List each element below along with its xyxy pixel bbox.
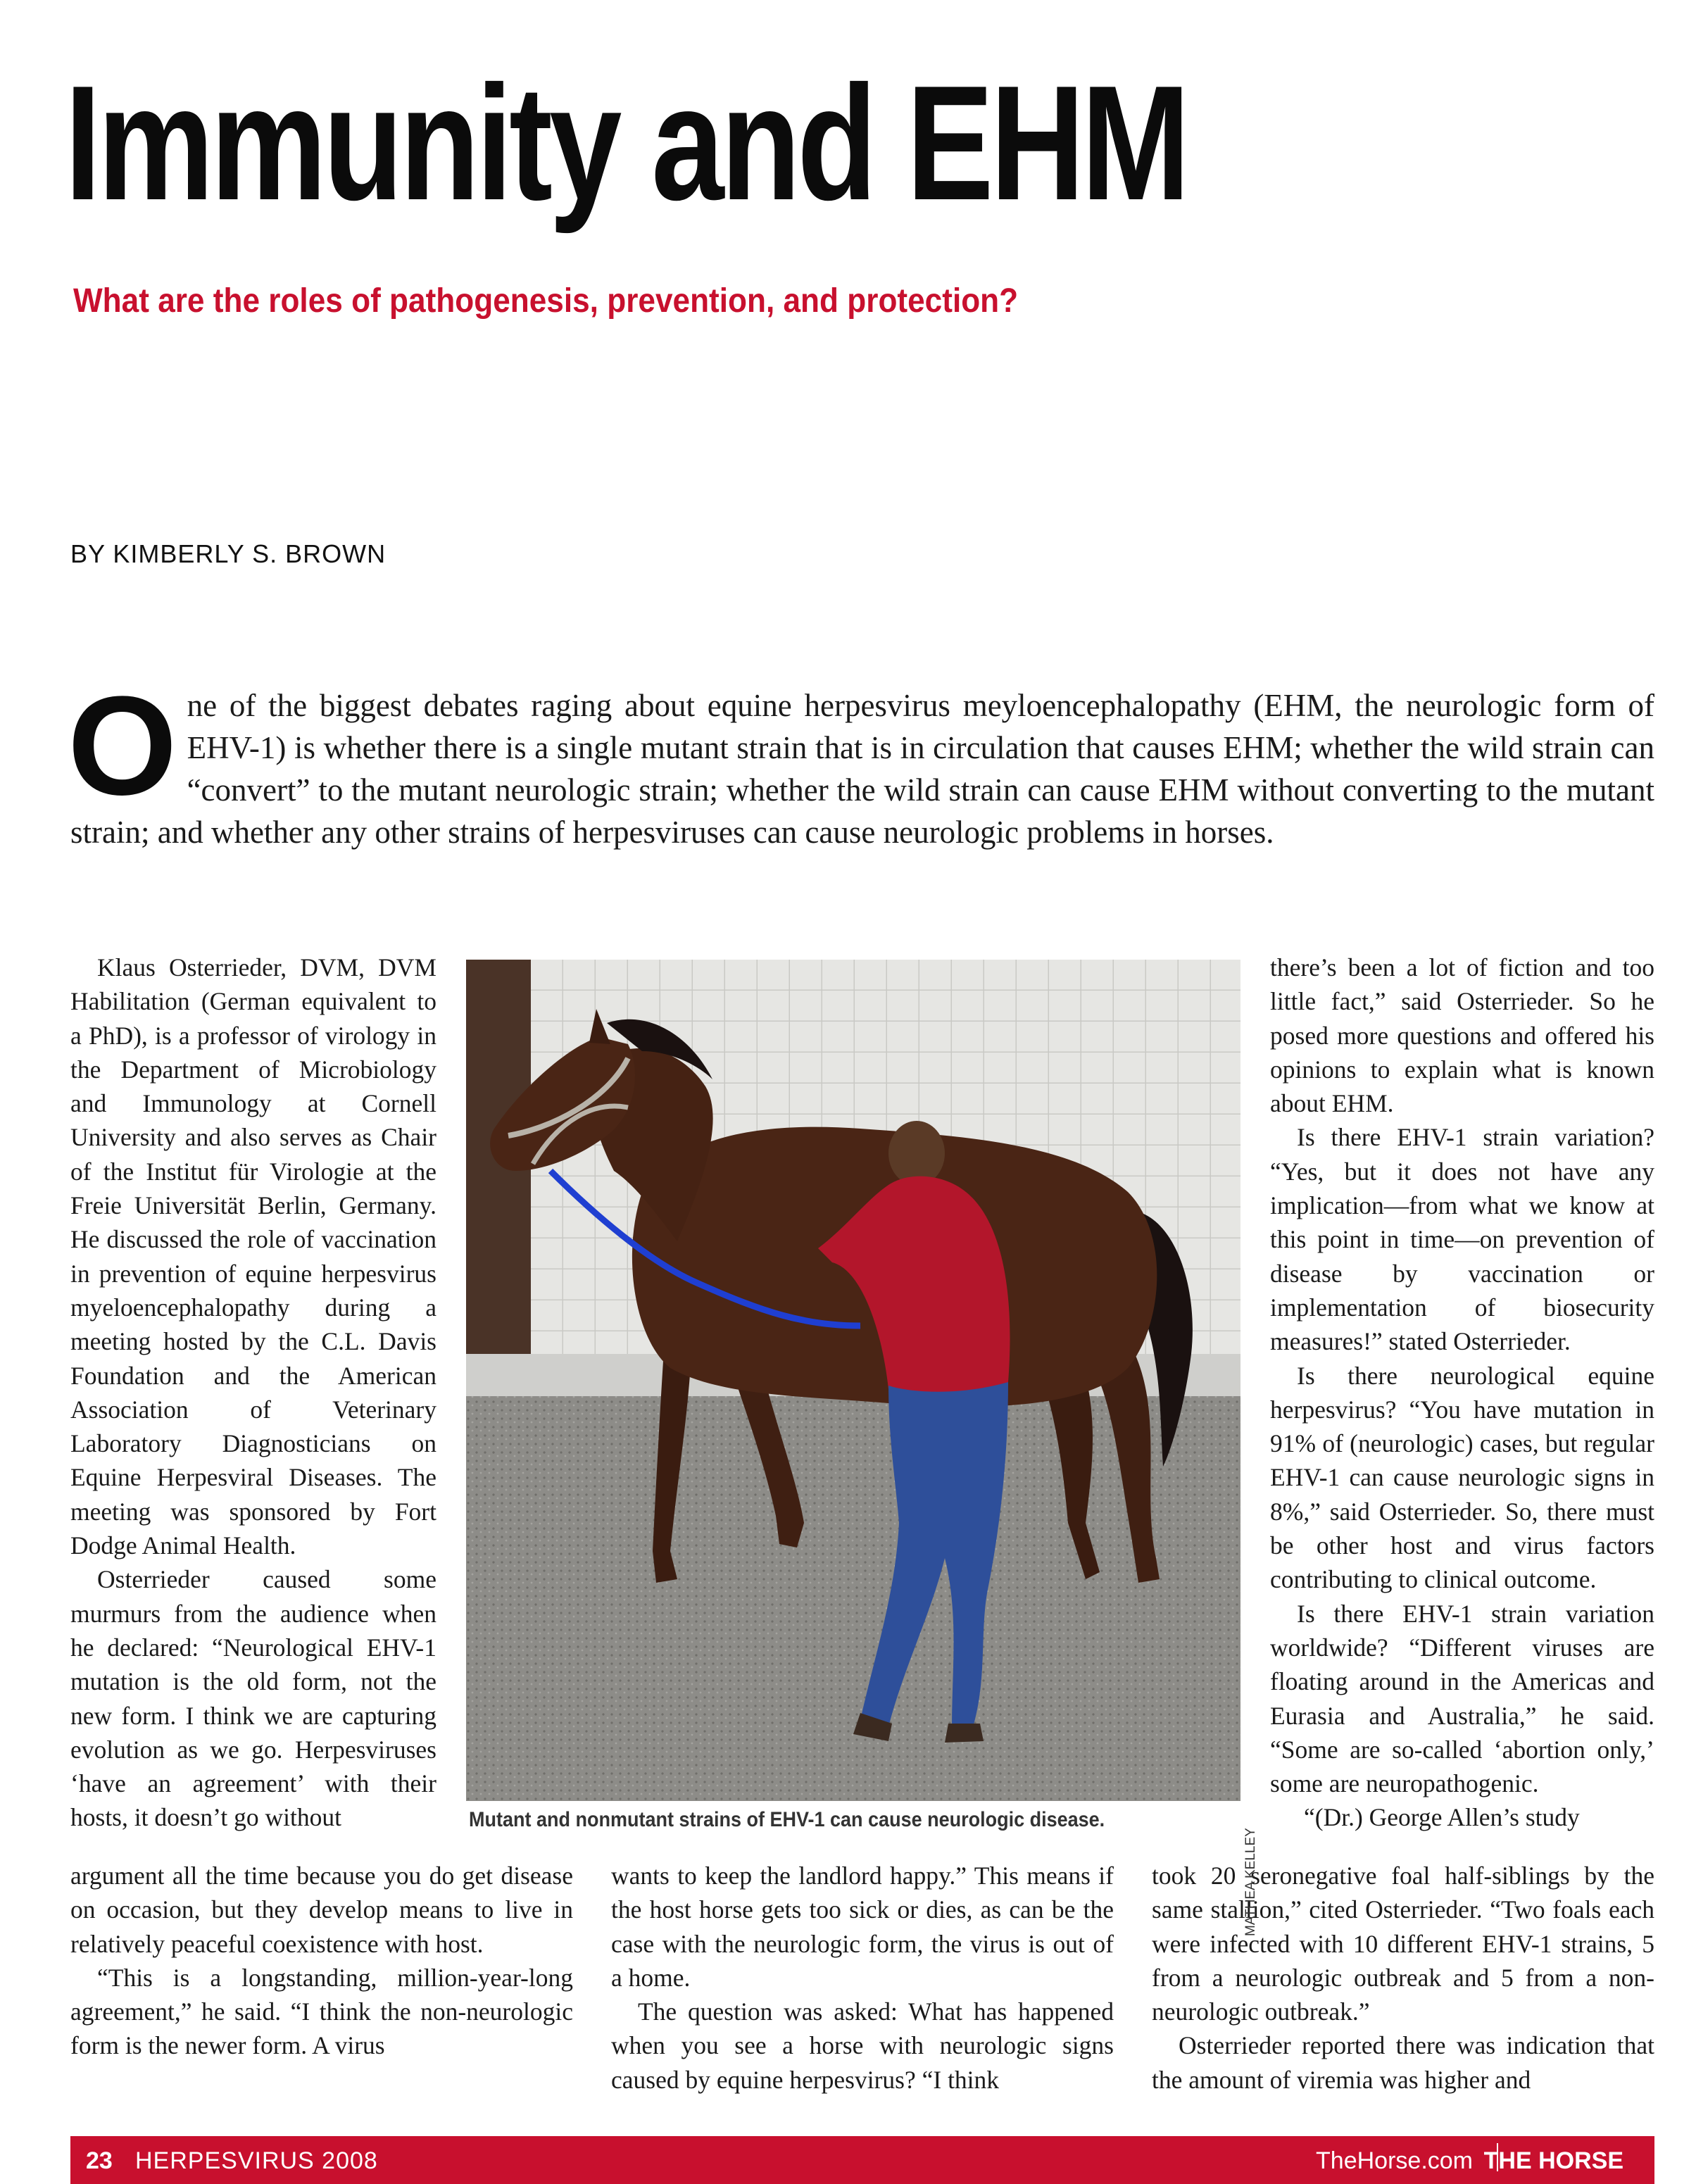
- footer-bar: [70, 2136, 1654, 2184]
- paragraph: Is there EHV-1 strain variation? “Yes, but it does not have any implication—from what we know at this point in time—on prevention of disease by vaccination or implementation of biosecurity measures!” stated Osterrieder.: [1270, 1123, 1654, 1356]
- column-right-top: [1270, 950, 1654, 1869]
- article-subtitle: What are the roles of pathogenesis, prevention, and protection?: [73, 282, 1019, 320]
- article-title: Immunity and EHM: [65, 52, 1187, 234]
- column-bottom-1: [70, 1859, 573, 2105]
- publication-name: HERPESVIRUS 2008: [135, 2147, 378, 2174]
- lead-paragraph: [68, 667, 1654, 853]
- paragraph: argument all the time because you do get disease on occasion, but they develop means to live in relatively peaceful coexistence with host.: [70, 1862, 573, 1958]
- lead-text: ne of the biggest debates raging about equine herpesvirus meyloencephalopathy (EHM, the neurologic form of EHV-1) is whether there is a single mutant strain that is in circulation that causes EHM; whether the wild strain can “convert” to the mutant neurologic strain; whether the wild strain can cause EHM without converting to the mutant strain; and whether any other strains of herpesviruses can cause neurologic problems in horses.: [70, 688, 1654, 850]
- paragraph: took 20 seronegative foal half-siblings by the same stallion,” cited Osterrieder. “Two foals each were infected with 10 different EHV-1 strains, 5 from a neurologic outbreak and 5 from a non-neurologic outbreak.”: [1152, 1862, 1654, 2026]
- paragraph: “(Dr.) George Allen’s study: [1304, 1803, 1580, 1832]
- paragraph: Is there EHV-1 strain variation worldwide? “Different viruses are floating around in the Americas and Eurasia and Australia,” he said. “Some are so-called ‘abortion only,’ some are neuropathogenic.: [1270, 1599, 1654, 1798]
- photo-credit: MATHEA KELLEY: [1243, 1828, 1258, 1936]
- photo-caption: Mutant and nonmutant strains of EHV-1 can cause neurologic disease.: [469, 1808, 1105, 1831]
- website-link[interactable]: TheHorse.com: [1316, 2147, 1473, 2174]
- page-number: 23: [86, 2147, 113, 2174]
- paragraph: there’s been a lot of fiction and too little fact,” said Osterrieder. So he posed more questions and offered his opinions to explain what is known about EHM.: [1270, 953, 1654, 1118]
- column-left-top: [70, 950, 436, 1869]
- column-bottom-3: [1152, 1859, 1654, 2105]
- drop-cap: O: [68, 667, 177, 824]
- paragraph: wants to keep the landlord happy.” This means if the host horse gets too sick or dies, as can be the case with the neurologic form, the virus is out of a home.: [611, 1862, 1114, 1992]
- paragraph: Is there neurological equine herpesvirus? “You have mutation in 91% of (neurologic) cases, but regular EHV-1 can cause neurologic signs in 8%,” said Osterrieder. So, there must be other host and virus factors contributing to clinical outcome.: [1270, 1361, 1654, 1594]
- paragraph: Osterrieder reported there was indication that the amount of viremia was higher and: [1152, 2031, 1654, 2094]
- column-bottom-2: [611, 1859, 1114, 2105]
- paragraph: Osterrieder caused some murmurs from the audience when he declared: “Neurological EHV-1 mutation is the old form, not the new form. I think we are capturing evolution as we go. Herpesviruses ‘have an agreement’ with their hosts, it doesn’t go without: [70, 1565, 436, 1832]
- paragraph: The question was asked: What has happened when you see a horse with neurologic signs caused by equine herpesvirus? “I think: [611, 1997, 1114, 2094]
- paragraph: Klaus Osterrieder, DVM, DVM Habilitation (German equivalent to a PhD), is a professor of virology in the Department of Microbiology and Immunology at Cornell University and also serves as Chair of the Institut für Virologie at the Freie Universität Berlin, Germany. He discussed the role of vaccination in prevention of equine herpesvirus myeloencephalopathy during a meeting hosted by the C.L. Davis Foundation and the American Association of Veterinary Laboratory Diagnosticians on Equine Herpesviral Diseases. The meeting was sponsored by Fort Dodge Animal Health.: [70, 953, 436, 1560]
- article-photo: [466, 960, 1240, 1801]
- paragraph: “This is a longstanding, million-year-long agreement,” he said. “I think the non-neurologic form is the newer form. A virus: [70, 1963, 573, 2060]
- horse-photo-illustration: [466, 960, 1240, 1801]
- magazine-name: THE HORSE: [1483, 2147, 1623, 2174]
- byline: BY KIMBERLY S. BROWN: [70, 539, 387, 568]
